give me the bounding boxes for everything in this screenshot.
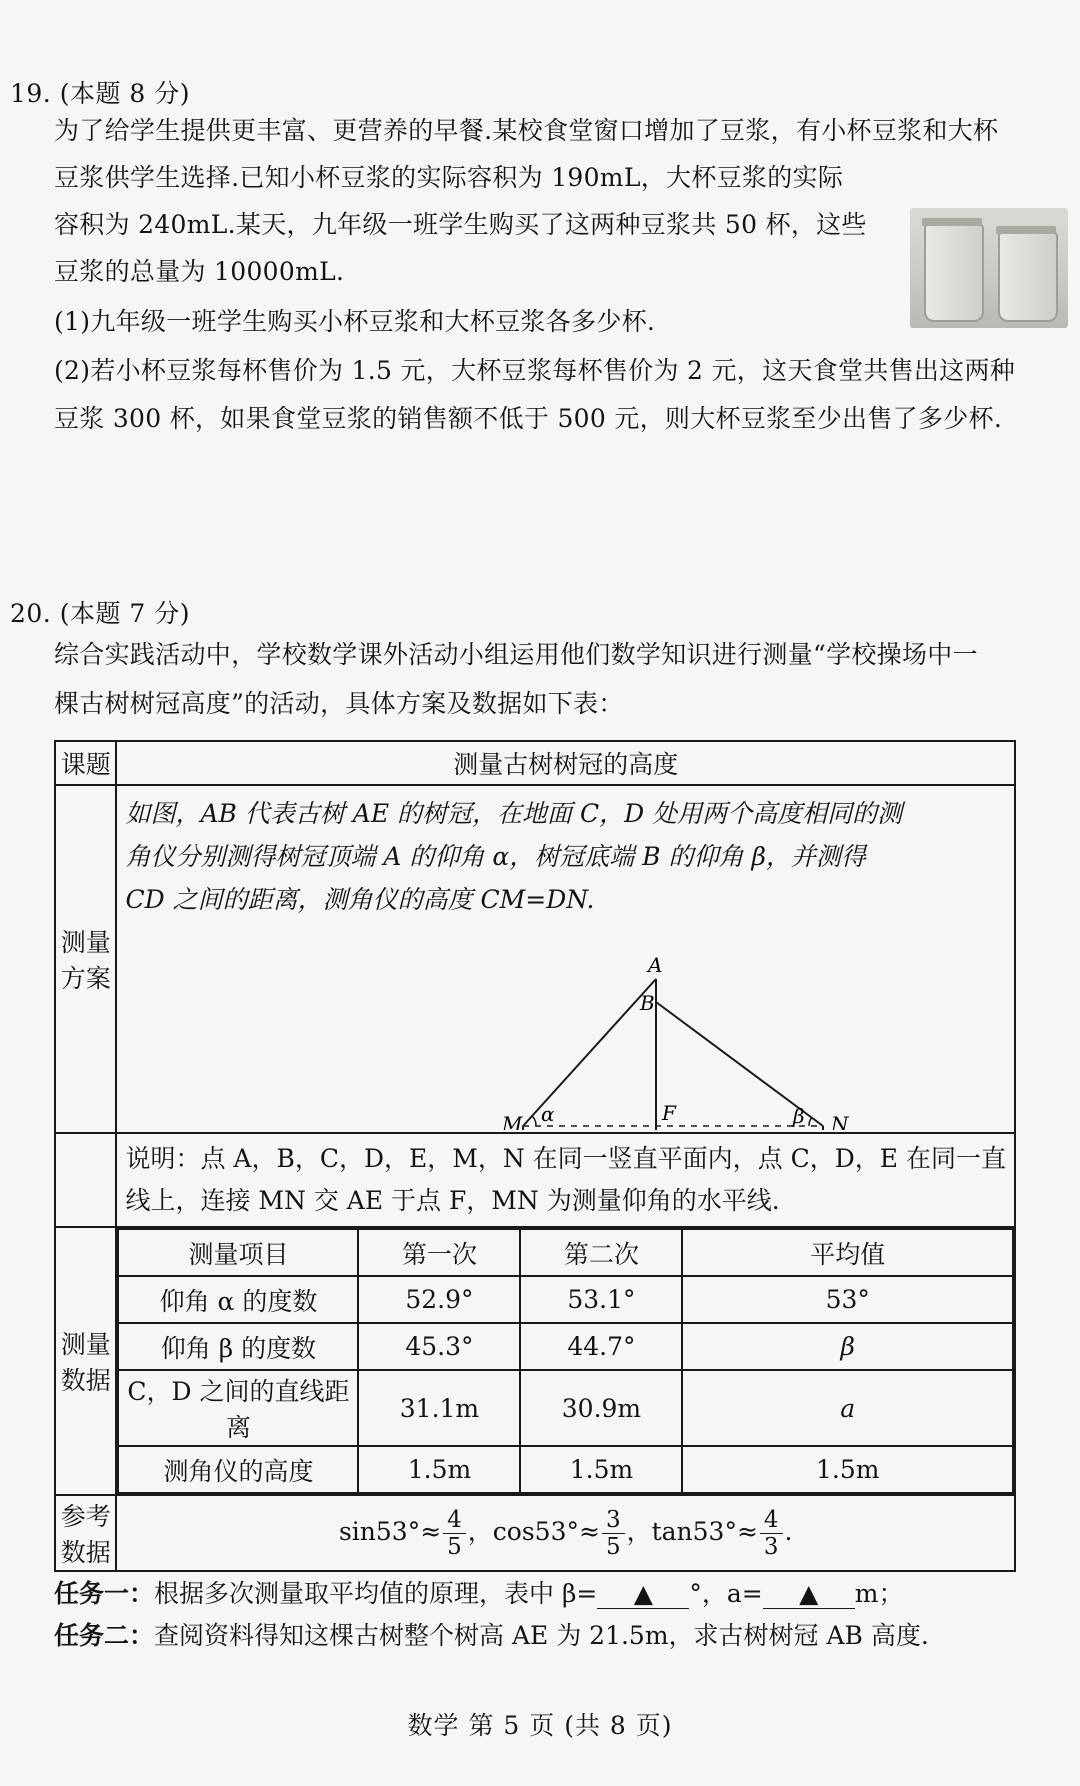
ref-tan: ，tan53°≈ [626, 1516, 758, 1546]
q19-part-2: (2)若小杯豆浆每杯售价为 1.5 元，大杯豆浆每杯售价为 2 元，这天食堂共售出这两种 [54, 356, 1016, 385]
answer-blank-a[interactable]: ▲ [763, 1579, 855, 1609]
row-distance-item: C，D 之间的直线距离 [118, 1370, 358, 1446]
plan-line-1: 如图，AB 代表古树 AE 的树冠，在地面 C，D 处用两个高度相同的测 [125, 799, 903, 828]
q19-line-4: 豆浆的总量为 10000mL. [54, 257, 345, 286]
tree-measurement-diagram [117, 786, 927, 1130]
label-alpha: α [541, 1102, 555, 1126]
measurement-table [54, 740, 1016, 1572]
row-beta-item: 仰角 β 的度数 [118, 1323, 358, 1370]
q19-line-1: 为了给学生提供更丰富、更营养的早餐.某校食堂窗口增加了豆浆，有小杯豆浆和大杯 [54, 116, 999, 145]
table-row [118, 1276, 1013, 1323]
topic-value: 测量古树树冠的高度 [116, 741, 1015, 785]
label-beta: β [793, 1104, 806, 1128]
header-second: 第二次 [520, 1229, 682, 1276]
table-row [118, 1323, 1013, 1370]
q20-heading: 20. (本题 7 分) [10, 599, 191, 628]
label-M: M [502, 1112, 523, 1130]
fraction-4-3: $\frac{4}{3}$ [760, 1507, 783, 1560]
q19-part-1: (1)九年级一班学生购买小杯豆浆和大杯豆浆各多少杯. [54, 307, 656, 336]
data-cell [116, 1227, 1015, 1495]
q19-line-2: 豆浆供学生选择.已知小杯豆浆的实际容积为 190mL，大杯豆浆的实际 [54, 163, 844, 192]
row-alpha-average: 53° [682, 1276, 1013, 1323]
plan-line-3: CD 之间的距离，测角仪的高度 CM=DN. [125, 885, 595, 914]
row-alpha-second: 53.1° [520, 1276, 682, 1323]
small-cup-image [998, 232, 1058, 322]
topic-label: 课题 [55, 741, 116, 785]
page-footer: 数学 第 5 页 (共 8 页) [407, 1711, 673, 1740]
label-F: F [662, 1101, 677, 1125]
row-height-item: 测角仪的高度 [118, 1446, 358, 1493]
header-first: 第一次 [358, 1229, 520, 1276]
task-1: 任务一：根据多次测量取平均值的原理，表中 β= ▲ °，a= ▲ m； [54, 1579, 904, 1608]
table-row [118, 1446, 1013, 1493]
label-N: N [831, 1112, 849, 1130]
note-line-1: 说明：点 A，B，C，D，E，M，N 在同一竖直平面内，点 C，D，E 在同一直 [125, 1144, 1006, 1173]
row-alpha-first: 52.9° [358, 1276, 520, 1323]
note-line-2: 线上，连接 MN 交 AE 于点 F，MN 为测量仰角的水平线. [125, 1186, 780, 1215]
row-distance-second: 30.9m [520, 1370, 682, 1446]
note-label-cell [55, 1133, 116, 1227]
fraction-4-5: $\frac{4}{5}$ [443, 1507, 466, 1560]
row-beta-second: 44.7° [520, 1323, 682, 1370]
row-height-average: 1.5m [682, 1446, 1013, 1493]
row-alpha-item: 仰角 α 的度数 [118, 1276, 358, 1323]
row-beta-first: 45.3° [358, 1323, 520, 1370]
q19-line-3: 容积为 240mL.某天，九年级一班学生购买了这两种豆浆共 50 杯，这些 [54, 210, 867, 239]
row-height-second: 1.5m [520, 1446, 682, 1493]
task-1-label: 任务一： [54, 1579, 155, 1608]
header-item: 测量项目 [118, 1229, 358, 1276]
answer-blank-beta[interactable]: ▲ [597, 1579, 689, 1609]
large-cup-image [924, 224, 984, 322]
soy-milk-cups-photo [910, 208, 1068, 328]
header-average: 平均值 [682, 1229, 1013, 1276]
data-subtable [117, 1228, 1014, 1494]
row-distance-average: a [682, 1370, 1013, 1446]
label-B: B [640, 991, 656, 1015]
q20-line-1: 综合实践活动中，学校数学课外活动小组运用他们数学知识进行测量“学校操场中一 [54, 640, 978, 669]
table-row [118, 1370, 1013, 1446]
ref-cell: sin53°≈ $\frac{4}{5}$ ，cos53°≈ $\frac{3}{5}$ ，tan53°≈ $\frac{4}{3}$ . [116, 1495, 1015, 1571]
fraction-3-5: $\frac{3}{5}$ [602, 1507, 625, 1560]
angle-beta-arc [809, 1117, 812, 1126]
row-distance-first: 31.1m [358, 1370, 520, 1446]
note-cell [116, 1133, 1015, 1227]
ref-label: 参考数据 [55, 1495, 116, 1571]
task-2-label: 任务二： [54, 1621, 155, 1650]
plan-label: 测量方案 [55, 785, 116, 1133]
q19-heading: 19. (本题 8 分) [10, 79, 191, 108]
angle-alpha-arc [532, 1116, 536, 1126]
row-height-first: 1.5m [358, 1446, 520, 1493]
row-beta-average: β [682, 1323, 1013, 1370]
q20-line-2: 棵古树树冠高度”的活动，具体方案及数据如下表： [54, 689, 624, 718]
task-2: 任务二：查阅资料得知这棵古树整个树高 AE 为 21.5m，求古树树冠 AB 高度. [54, 1621, 929, 1650]
data-label: 测量数据 [55, 1227, 116, 1495]
plan-cell [116, 785, 1015, 1133]
label-A: A [648, 953, 663, 977]
plan-line-2: 角仪分别测得树冠顶端 A 的仰角 α，树冠底端 B 的仰角 β，并测得 [125, 842, 866, 871]
q19-part-2-cont: 豆浆 300 杯，如果食堂豆浆的销售额不低于 500 元，则大杯豆浆至少出售了多少杯. [54, 404, 1003, 433]
ref-cos: ，cos53°≈ [467, 1516, 600, 1546]
ref-sin: sin53°≈ [338, 1516, 442, 1546]
